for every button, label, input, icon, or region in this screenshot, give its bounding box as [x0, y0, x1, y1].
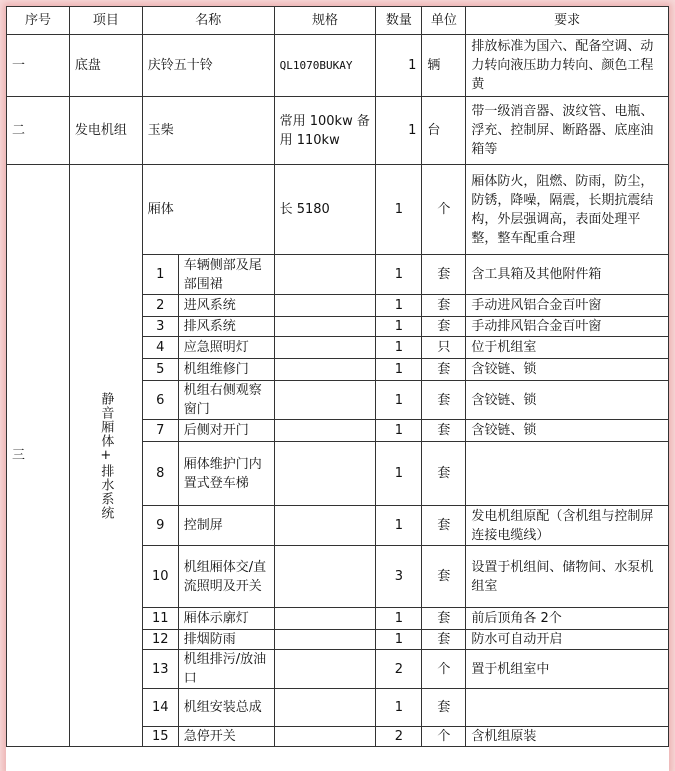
sub-req [466, 442, 669, 506]
sub-unit: 套 [422, 608, 466, 630]
row-no: 一 [7, 35, 70, 97]
sub-unit: 个 [422, 650, 466, 689]
sub-spec [274, 337, 376, 359]
sub-name: 机组右侧观察窗门 [178, 381, 274, 420]
sub-qty: 2 [376, 650, 422, 689]
sub-unit: 套 [422, 255, 466, 295]
sub-qty: 1 [376, 381, 422, 420]
sub-name: 车辆侧部及尾部围裙 [178, 255, 274, 295]
sub-no: 6 [142, 381, 178, 420]
row-qty: 1 [376, 97, 422, 165]
table-row [7, 165, 669, 255]
sub-req: 含机组原装 [466, 727, 669, 747]
sub-spec [274, 295, 376, 317]
cabin-spec: 长 5180 [274, 165, 376, 255]
sub-unit: 个 [422, 727, 466, 747]
sub-qty: 3 [376, 546, 422, 608]
sub-unit: 套 [422, 630, 466, 650]
sub-name: 排风系统 [178, 317, 274, 337]
sub-name: 机组排污/放油口 [178, 650, 274, 689]
sub-no: 14 [142, 689, 178, 727]
header-spec: 规格 [274, 7, 376, 35]
sub-qty: 1 [376, 608, 422, 630]
sub-unit: 套 [422, 420, 466, 442]
row-qty: 1 [376, 35, 422, 97]
sub-no: 1 [142, 255, 178, 295]
sub-spec [274, 317, 376, 337]
sub-qty: 1 [376, 506, 422, 546]
header-no: 序号 [7, 7, 70, 35]
sub-name: 排烟防雨 [178, 630, 274, 650]
sub-name: 急停开关 [178, 727, 274, 747]
sub-qty: 1 [376, 255, 422, 295]
sub-name: 厢体示廓灯 [178, 608, 274, 630]
sub-name: 控制屏 [178, 506, 274, 546]
sub-unit: 套 [422, 689, 466, 727]
cabin-name: 厢体 [142, 165, 274, 255]
row-no: 二 [7, 97, 70, 165]
cabin-qty: 1 [376, 165, 422, 255]
row-unit: 辆 [422, 35, 466, 97]
sub-req: 置于机组室中 [466, 650, 669, 689]
sub-name: 机组维修门 [178, 359, 274, 381]
sub-no: 4 [142, 337, 178, 359]
sub-qty: 1 [376, 337, 422, 359]
sub-spec [274, 506, 376, 546]
table-row [7, 35, 669, 97]
sub-req: 含铰链、锁 [466, 359, 669, 381]
sub-spec [274, 689, 376, 727]
row-name: 庆铃五十铃 [142, 35, 274, 97]
row-spec: QL1070BUKAY [274, 35, 376, 97]
sub-qty: 1 [376, 689, 422, 727]
sub-spec [274, 381, 376, 420]
row-req: 排放标准为国六、配备空调、动力转向液压助力转向、颜色工程黄 [466, 35, 669, 97]
row-spec: 常用 100kw 备用 110kw [274, 97, 376, 165]
sub-spec [274, 608, 376, 630]
sub-spec [274, 727, 376, 747]
sub-req: 含铰链、锁 [466, 420, 669, 442]
spec-sheet [6, 6, 669, 771]
sub-unit: 套 [422, 295, 466, 317]
sub-no: 8 [142, 442, 178, 506]
sub-spec [274, 650, 376, 689]
sub-no: 2 [142, 295, 178, 317]
sub-qty: 1 [376, 420, 422, 442]
sub-no: 10 [142, 546, 178, 608]
sub-no: 5 [142, 359, 178, 381]
sub-no: 11 [142, 608, 178, 630]
header-req: 要求 [466, 7, 669, 35]
sub-unit: 套 [422, 381, 466, 420]
header-unit: 单位 [422, 7, 466, 35]
sub-spec [274, 630, 376, 650]
equipment-table [6, 6, 669, 747]
sub-no: 13 [142, 650, 178, 689]
row-req: 带一级消音器、波纹管、电瓶、浮充、控制屏、断路器、底座油箱等 [466, 97, 669, 165]
sub-req: 含铰链、锁 [466, 381, 669, 420]
sub-req: 含工具箱及其他附件箱 [466, 255, 669, 295]
sub-qty: 2 [376, 727, 422, 747]
table-row [7, 97, 669, 165]
sub-qty: 1 [376, 359, 422, 381]
sub-req [466, 689, 669, 727]
section-no: 三 [7, 165, 70, 747]
sub-unit: 只 [422, 337, 466, 359]
sub-spec [274, 442, 376, 506]
sub-no: 9 [142, 506, 178, 546]
sub-req: 手动排风铝合金百叶窗 [466, 317, 669, 337]
sub-name: 进风系统 [178, 295, 274, 317]
sub-name: 厢体维护门内置式登车梯 [178, 442, 274, 506]
sub-qty: 1 [376, 295, 422, 317]
sub-qty: 1 [376, 442, 422, 506]
row-item: 底盘 [69, 35, 142, 97]
header-qty: 数量 [376, 7, 422, 35]
sub-spec [274, 420, 376, 442]
sub-spec [274, 359, 376, 381]
sub-unit: 套 [422, 442, 466, 506]
sub-unit: 套 [422, 317, 466, 337]
sub-spec [274, 255, 376, 295]
sub-unit: 套 [422, 546, 466, 608]
sub-name: 机组厢体交/直流照明及开关 [178, 546, 274, 608]
sub-req: 手动进风铝合金百叶窗 [466, 295, 669, 317]
sub-no: 15 [142, 727, 178, 747]
sub-req: 位于机组室 [466, 337, 669, 359]
sub-req: 设置于机组间、储物间、水泵机组室 [466, 546, 669, 608]
cabin-unit: 个 [422, 165, 466, 255]
sub-unit: 套 [422, 359, 466, 381]
header-name: 名称 [142, 7, 274, 35]
sub-name: 应急照明灯 [178, 337, 274, 359]
section-item: 静音厢体+排水系统 [69, 165, 142, 747]
sub-no: 12 [142, 630, 178, 650]
sub-unit: 套 [422, 506, 466, 546]
sub-no: 7 [142, 420, 178, 442]
header-row [7, 7, 669, 35]
cabin-req: 厢体防火，阻燃、防雨，防尘，防锈，降噪，隔震，长期抗震结构，外层强调高，表面处理平整，整车配重合理 [466, 165, 669, 255]
row-item: 发电机组 [69, 97, 142, 165]
sub-qty: 1 [376, 317, 422, 337]
sub-name: 后侧对开门 [178, 420, 274, 442]
sub-spec [274, 546, 376, 608]
sub-req: 发电机组原配（含机组与控制屏连接电缆线） [466, 506, 669, 546]
row-unit: 台 [422, 97, 466, 165]
sub-no: 3 [142, 317, 178, 337]
sub-qty: 1 [376, 630, 422, 650]
sub-req: 前后顶角各 2个 [466, 608, 669, 630]
header-item: 项目 [69, 7, 142, 35]
sub-name: 机组安装总成 [178, 689, 274, 727]
row-name: 玉柴 [142, 97, 274, 165]
sub-req: 防水可自动开启 [466, 630, 669, 650]
